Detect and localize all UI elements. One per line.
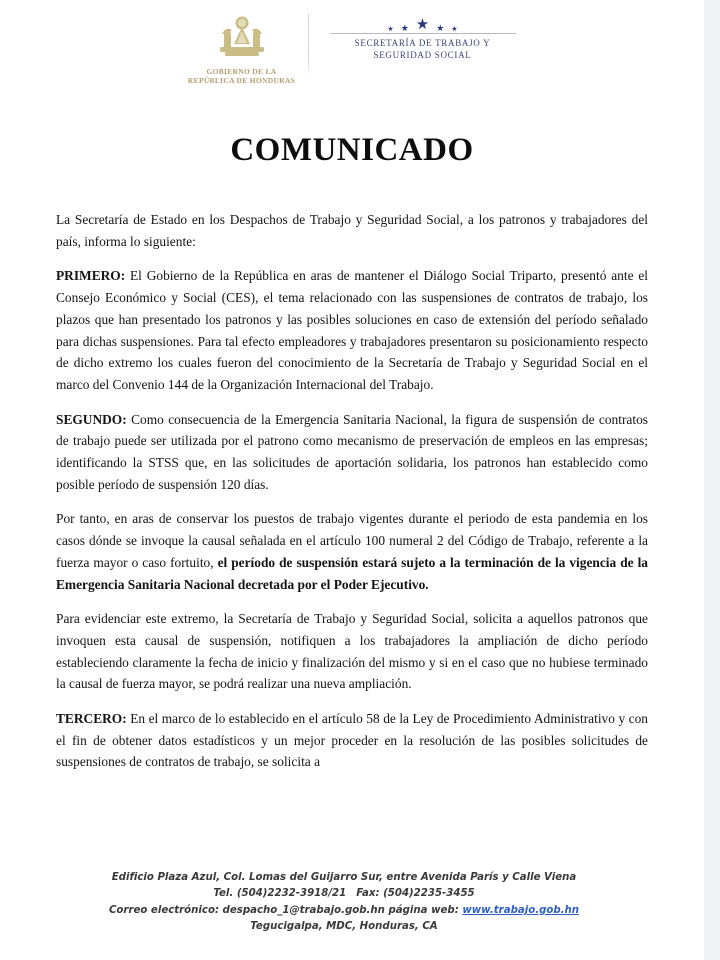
paragraph-primero	[56, 265, 648, 395]
government-logo-line2: REPÚBLICA DE HONDURAS	[187, 76, 296, 86]
paragraph-segundo	[56, 409, 648, 496]
segundo-label: SEGUNDO:	[56, 411, 127, 427]
header-divider	[308, 14, 309, 76]
government-logo	[182, 12, 302, 86]
footer-web-label: página web:	[388, 904, 459, 916]
document-header	[0, 0, 704, 86]
secretaria-logo-line1: SECRETARÍA DE TRABAJO Y	[354, 38, 491, 48]
star-icon: ★	[451, 25, 458, 33]
vertical-scrollbar[interactable]	[704, 0, 720, 960]
footer-contact	[0, 886, 688, 903]
footer-fax: Fax: (504)2235-3455	[356, 888, 475, 900]
stars-row	[330, 18, 516, 35]
paragraph-por-tanto	[56, 508, 648, 595]
footer-address: Edificio Plaza Azul, Col. Lomas del Guijarro Sur, entre Avenida París y Calle Viena	[111, 871, 577, 883]
por-tanto-emphasis: el período de suspensión estará sujeto a la terminación de la vigencia de la Emergencia Sanitaria Nacional decretada por el Poder Ejecutivo.	[56, 554, 648, 592]
secretaria-logo-line2: SEGURIDAD SOCIAL	[373, 49, 472, 60]
document-body	[56, 209, 648, 773]
paragraph-para-evidenciar: Para evidenciar este extremo, la Secretaría de Trabajo y Seguridad Social, solicita a aquellos patronos que invoquen esta causal de suspensión, notifiquen a los trabajadores la ampliación de dicho período estableciendo claramente la fecha de inicio y finalización del mismo y si en el caso que no hubiese terminado la causal de fuerza mayor, se podrá realizar una nueva ampliación.	[56, 611, 648, 692]
primero-text: El Gobierno de la República en aras de mantener el Diálogo Social Triparto, presentó ante el Consejo Económico y Social (CES), el tema relacionado con las suspensiones de contratos de trabajo, los plazos que han presentado los patronos y las posibles soluciones en caso de extensión del período señalado para dichas suspensiones. Para tal efecto empleadores y trabajadores presentaron su posicionamiento respecto de dicho extremo los cuales fueron del conocimiento de la Secretaría de Trabajo y Seguridad Social en el marco del Convenio 144 de la Organización Internacional del Trabajo.	[56, 268, 648, 392]
stars-group	[387, 18, 457, 35]
footer-phone: Tel. (504)2232-3918/21	[213, 888, 347, 900]
star-icon: ★	[387, 25, 394, 33]
secretaria-logo	[323, 12, 523, 61]
primero-label: PRIMERO:	[56, 268, 126, 284]
footer-email-web	[0, 903, 688, 920]
footer-email: Correo electrónico: despacho_1@trabajo.gob.hn	[108, 904, 385, 916]
paragraph-intro: La Secretaría de Estado en los Despachos de Trabajo y Seguridad Social, a los patronos y trabajadores del país, informa lo siguiente:	[56, 212, 648, 249]
star-icon: ★	[436, 23, 445, 33]
government-logo-line1: GOBIERNO DE LA	[206, 67, 277, 76]
paragraph-tercero	[56, 708, 648, 773]
secretaria-logo-text	[355, 38, 491, 61]
tercero-text: En el marco de lo establecido en el artículo 58 de la Ley de Procedimiento Administrativo y con el fin de obtener datos estadísticos y un mejor proceder en la resolución de las posibles solicitudes de suspensiones de contratos de trabajo, se solicita a	[56, 711, 648, 770]
tercero-label: TERCERO:	[56, 711, 127, 727]
star-icon: ★	[415, 17, 430, 33]
document-footer	[0, 870, 688, 936]
footer-web-link[interactable]: www.trabajo.gob.hn	[462, 904, 580, 916]
honduras-coat-of-arms-icon	[216, 14, 268, 64]
government-logo-text	[188, 67, 295, 86]
footer-city: Tegucigalpa, MDC, Honduras, CA	[250, 921, 438, 933]
star-icon: ★	[400, 23, 409, 33]
page-title: COMUNICADO	[230, 132, 474, 168]
por-tanto-text: Por tanto, en aras de conservar los puestos de trabajo vigentes durante el periodo de esta pandemia en los casos dónde se invoque la causal señalada en el artículo 100 numeral 2 del Código de Trabajo, referente a la fuerza mayor o caso fortuito,	[56, 511, 648, 570]
segundo-text: Como consecuencia de la Emergencia Sanitaria Nacional, la figura de suspensión de contratos de trabajo puede ser utilizada por el patrono como mecanismo de preservación de empleos en las empresas; identificando la STSS que, en las solicitudes de aportación solidaria, los patronos han establecido como posible período de suspensión 120 días.	[56, 411, 648, 492]
